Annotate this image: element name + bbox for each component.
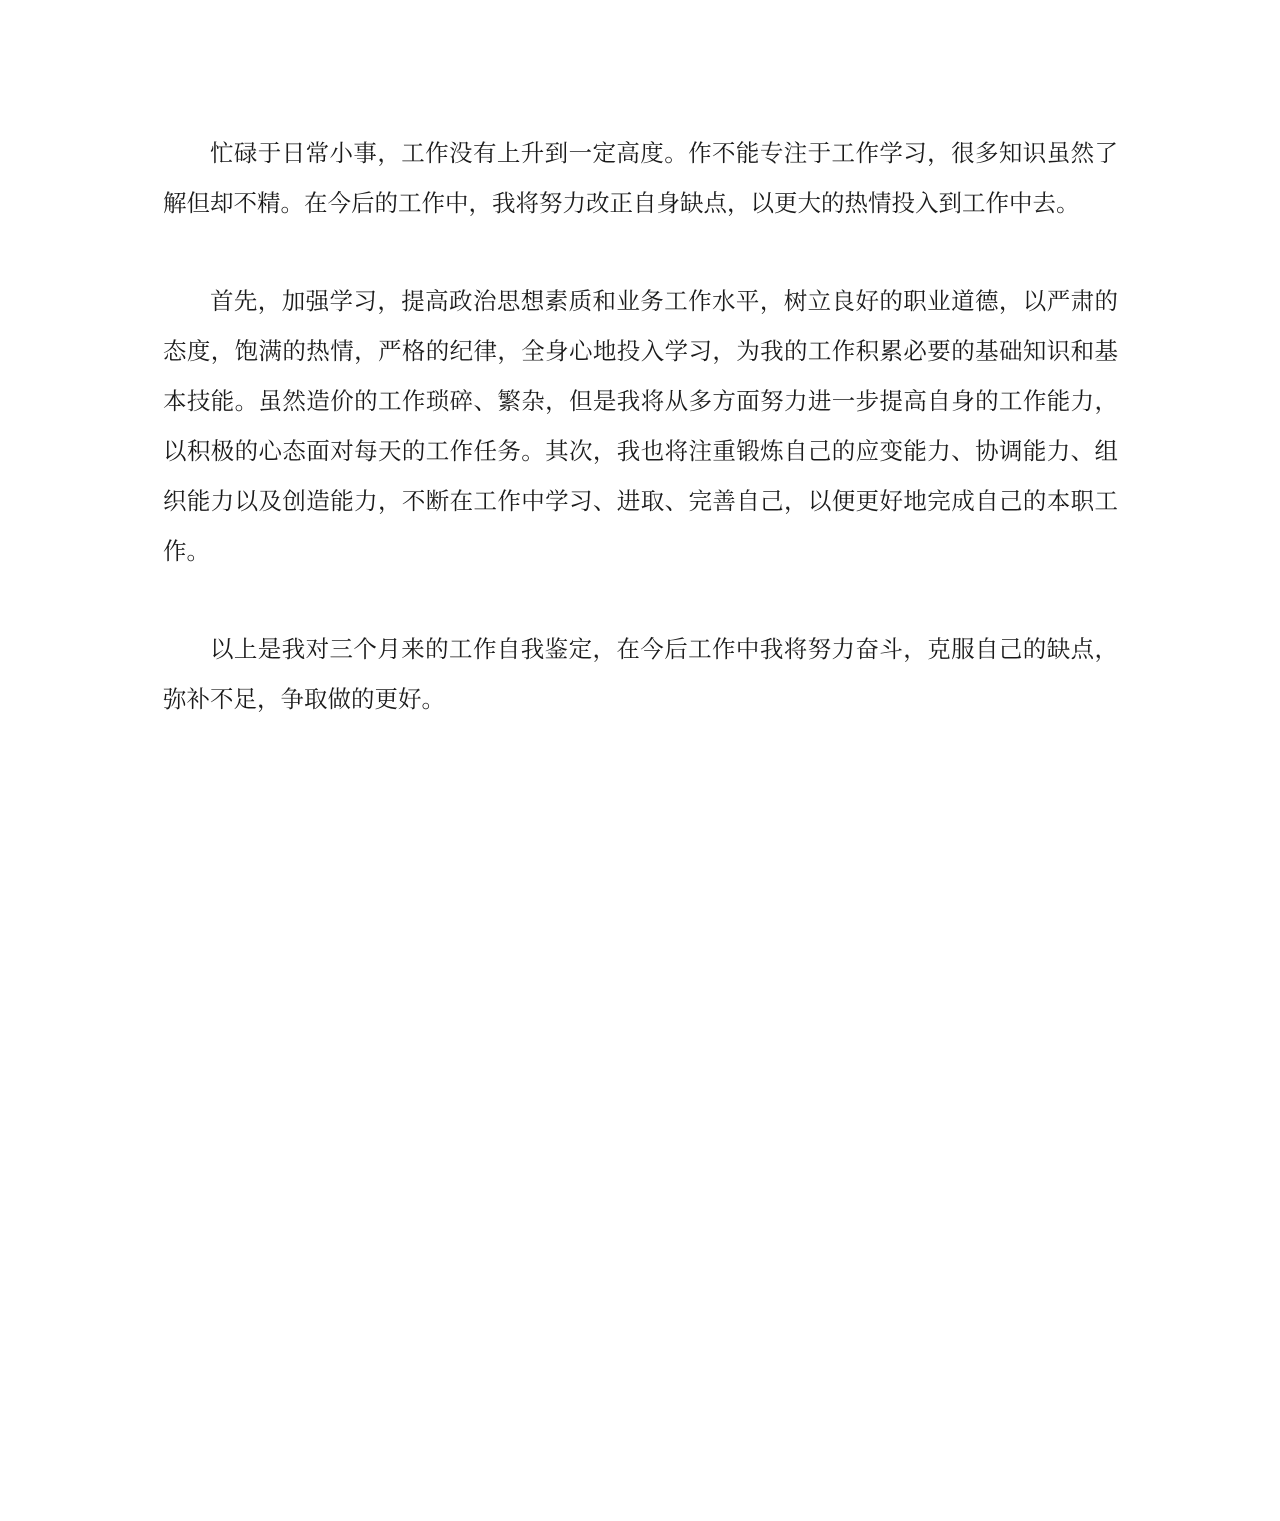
paragraph-conclusion: 以上是我对三个月来的工作自我鉴定，在今后工作中我将努力奋斗，克服自己的缺点，弥补不足，争取做的更好。 bbox=[163, 635, 1118, 713]
paragraph-improvement-plan: 首先，加强学习，提高政治思想素质和业务工作水平，树立良好的职业道德，以严肃的态度，饱满的热情，严格的纪律，全身心地投入学习，为我的工作积累必要的基础知识和基本技能。虽然造价的工作琐碎、繁杂，但是我将从多方面努力进一步提高自身的工作能力，以积极的心态面对每天的工作任务。其次，我也将注重锻炼自己的应变能力、协调能力、组织能力以及创造能力，不断在工作中学习、进取、完善自己，以便更好地完成自己的本职工作。 bbox=[163, 287, 1118, 565]
paragraph-shortcomings: 忙碌于日常小事，工作没有上升到一定高度。作不能专注于工作学习，很多知识虽然了解但却不精。在今后的工作中，我将努力改正自身缺点，以更大的热情投入到工作中去。 bbox=[163, 139, 1118, 217]
document-body bbox=[163, 128, 1118, 772]
